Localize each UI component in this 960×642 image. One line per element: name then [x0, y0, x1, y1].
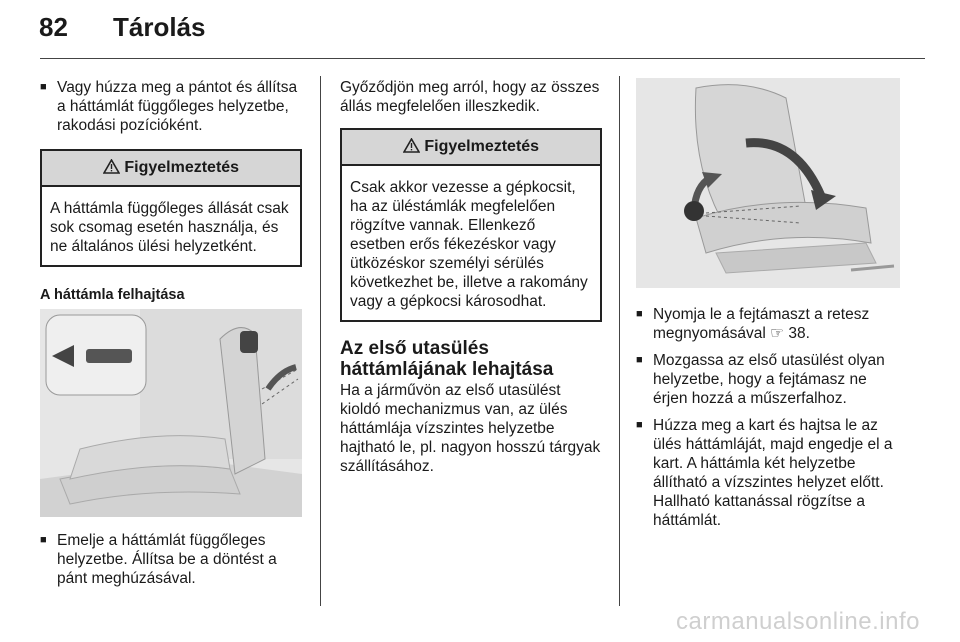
watermark: carmanualsonline.info [676, 608, 920, 635]
column-divider-2 [619, 76, 620, 606]
header-divider [40, 58, 925, 59]
column-1 [40, 78, 302, 588]
warning-triangle-icon [403, 138, 424, 155]
rear-seat-illustration [40, 309, 302, 517]
section-paragraph: Ha a járművön az első utasülést kioldó mechanizmus van, az ülés háttámlája vízszintes helyzetbe hajtható le, pl. nagyon hosszú tárgyak szállításához. [340, 382, 601, 475]
warning-box [340, 128, 602, 322]
warning-text: A háttámla függőleges állását csak sok csomag esetén használja, és ne általános ülési helyzetként. [50, 200, 289, 255]
warning-header [42, 151, 300, 187]
section-heading: Az első utasülés háttámlájának lehajtása [340, 338, 554, 380]
subheading: A háttámla felhajtása [40, 287, 185, 303]
warning-text: Csak akkor vezesse a gépkocsit, ha az üléstámlák megfelelően rögzítve vannak. Ellenkező esetben erős fékezéskor vagy ütközéskor személyi sérülés következhet be, illetve a rakomány vagy a gépkocsi károsodhat. [350, 179, 588, 310]
warning-box [40, 149, 302, 267]
intro-paragraph: Győződjön meg arról, hogy az összes állás megfelelően illeszkedik. [340, 79, 600, 115]
bullet-item: ■ Vagy húzza meg a pántot és állítsa a háttámlát függőleges helyzetbe, rakodási pozícióként. [40, 78, 302, 135]
column-divider-1 [320, 76, 321, 606]
warning-header [342, 130, 600, 166]
page-title: Tárolás [113, 12, 206, 42]
bullet-item: ■ Emelje a háttámlát függőleges helyzetbe. Állítsa be a döntést a pánt meghúzásával. [40, 531, 302, 588]
bullet-item: ■ Mozgassa az első utasülést olyan helyzetbe, hogy a fejtámasz ne érjen hozzá a műszerfalhoz. [636, 351, 900, 408]
page-header [0, 0, 960, 62]
warning-title: Figyelmeztetés [124, 159, 240, 176]
front-seat-illustration [636, 78, 900, 288]
bullet-item: ■ Nyomja le a fejtámaszt a retesz megnyomásával ☞ 38. [636, 305, 900, 343]
bullet-item: ■ Húzza meg a kart és hajtsa le az ülés háttámláját, majd engedje el a kart. A háttámla két helyzetbe állítható a vízszintes helyzet előtt. Hallható kattanással rögzítse a háttámlát. [636, 416, 900, 530]
page-number: 82 [39, 12, 68, 42]
column-3 [636, 78, 900, 530]
column-2 [340, 78, 602, 476]
warning-title: Figyelmeztetés [424, 138, 540, 155]
warning-triangle-icon [103, 159, 124, 176]
